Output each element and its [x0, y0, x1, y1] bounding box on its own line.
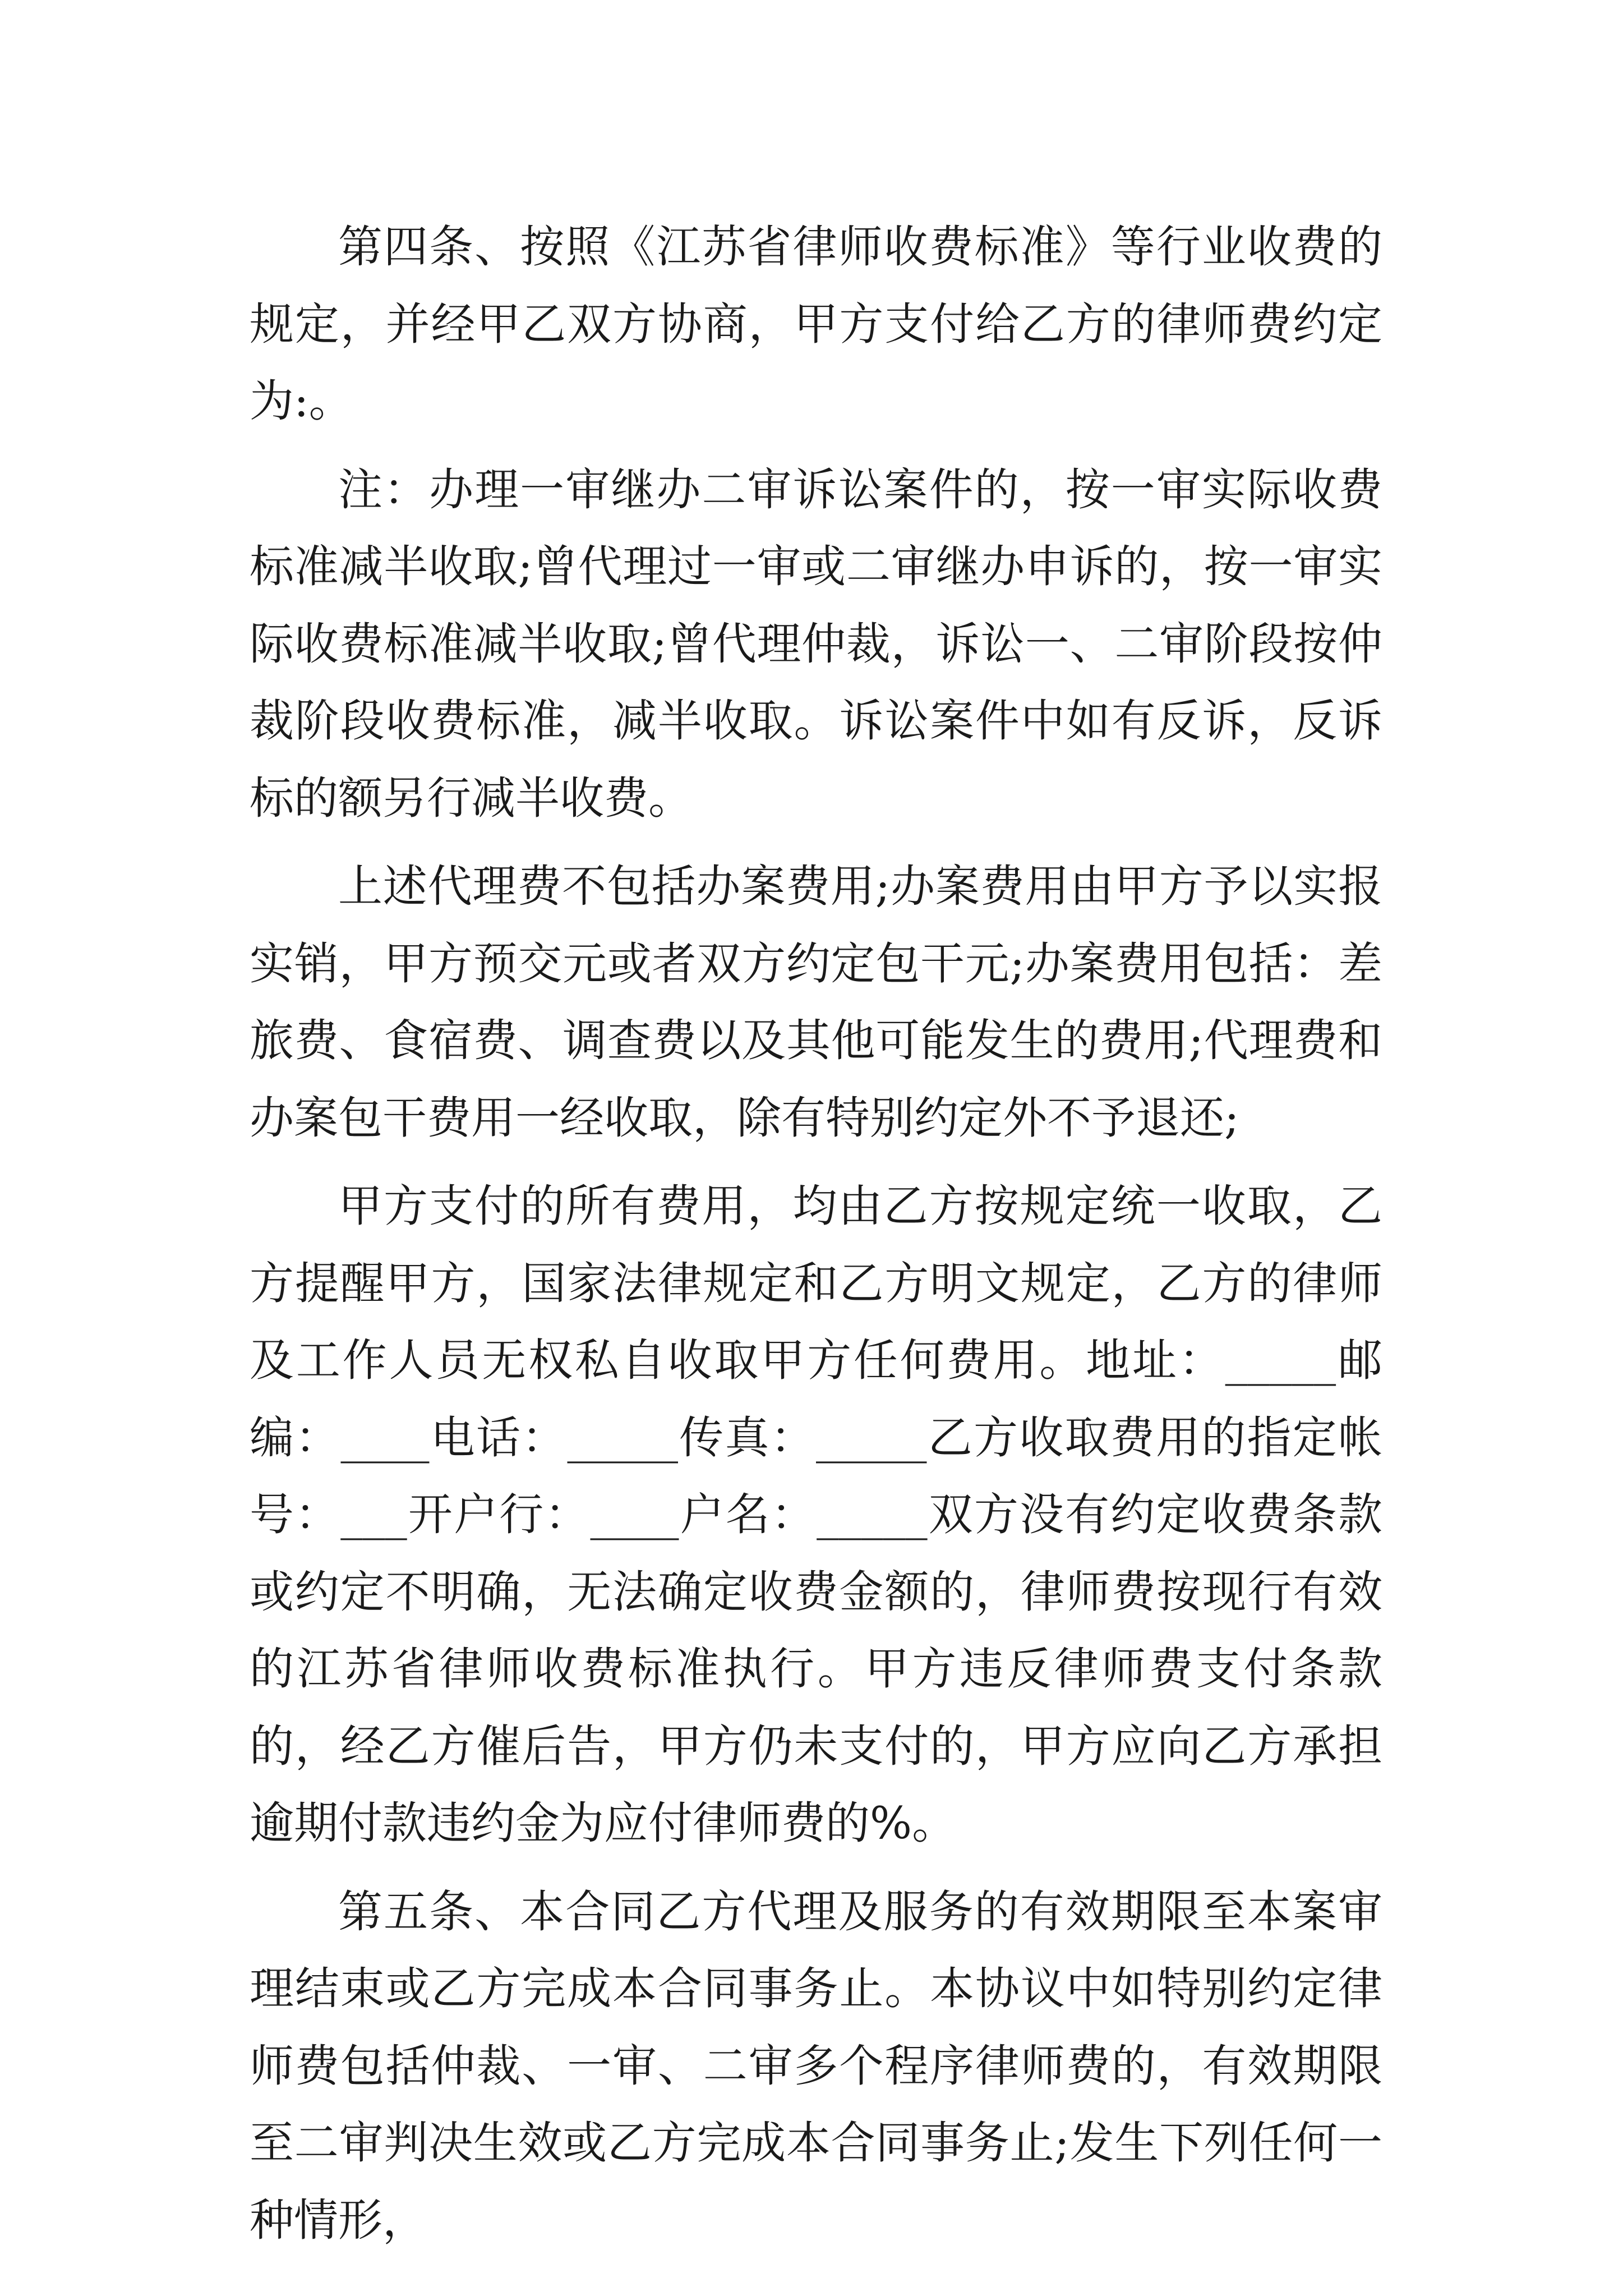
paragraph-note: 注：办理一审继办二审诉讼案件的，按一审实际收费标准减半收取;曾代理过一审或二审继办申诉的，按一审实际收费标准减半收取;曾代理仲裁，诉讼一、二审阶段按仲裁阶段收费标准，减半收取。诉讼案件中如有反诉，反诉标的额另行减半收费。 — [250, 463, 1382, 824]
document-body — [250, 209, 1382, 2259]
paragraph-article-5-term: 第五条、本合同乙方代理及服务的有效期限至本案审理结束或乙方完成本合同事务止。本协议中如特别约定律师费包括仲裁、一审、二审多个程序律师费的，有效期限至二审判决生效或乙方完成本合同事务止;发生下列任何一种情形， — [250, 1885, 1382, 2246]
paragraph-article-4-fee: 第四条、按照《江苏省律师收费标准》等行业收费的规定，并经甲乙双方协商，甲方支付给乙方的律师费约定为:。 — [250, 221, 1382, 427]
paragraph-payment-terms: 甲方支付的所有费用，均由乙方按规定统一收取，乙方提醒甲方，国家法律规定和乙方明文规定，乙方的律师及工作人员无权私自收取甲方任何费用。地址：_____邮编：____电话：_____传真：_____乙方收取费用的指定帐号：___开户行：____户名：_____双方没有约定收费条款或约定不明确，无法确定收费金额的，律师费按现行有效的江苏省律师收费标准执行。甲方违反律师费支付条款的，经乙方催后告，甲方仍未支付的，甲方应向乙方承担逾期付款违约金为应付律师费的%。 — [250, 1180, 1382, 1849]
paragraph-case-expenses: 上述代理费不包括办案费用;办案费用由甲方予以实报实销，甲方预交元或者双方约定包干元;办案费用包括：差旅费、食宿费、调查费以及其他可能发生的费用;代理费和办案包干费用一经收取，除有特别约定外不予退还; — [250, 861, 1382, 1144]
